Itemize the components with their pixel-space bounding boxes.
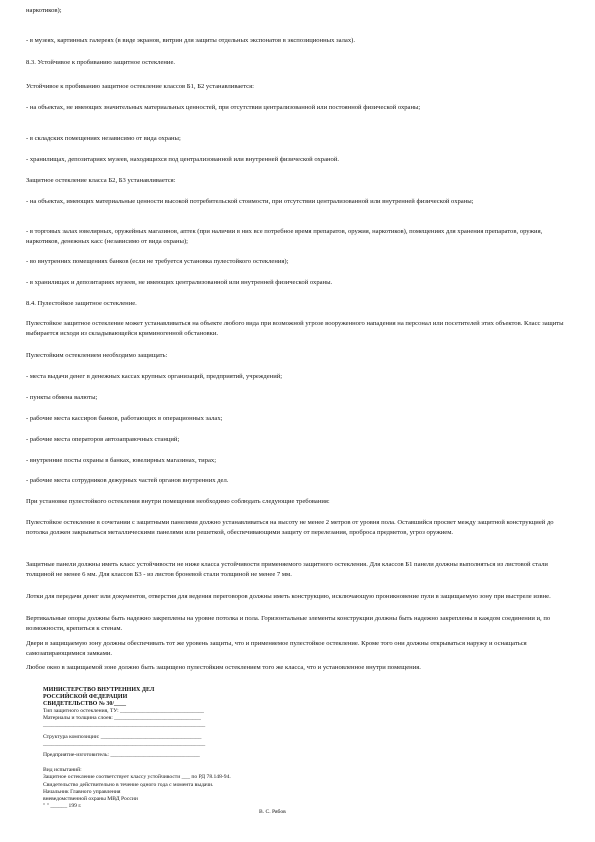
paragraph: - рабочие места сотрудников дежурных частей органов внутренних дел. (26, 477, 229, 484)
certificate-number: СВИДЕТЕЛЬСТВО № 30/____ (43, 701, 127, 707)
paragraph: Защитное остекление класса Б2, Б3 устанавливается: (26, 177, 176, 184)
section-heading: 8.4. Пулестойкое защитное остекление. (26, 300, 137, 307)
paragraph: Устойчивое к пробиванию защитное остекление классов Б1, Б2 устанавливается: (26, 83, 254, 90)
paragraph: - в хранилищах и депозитариях музеев, не имеющих централизованной или внутренней физической охраны. (26, 279, 333, 286)
paragraph: - пункты обмена валюты; (26, 394, 98, 401)
paragraph: - места выдачи денег в денежных кассах крупных организаций, предприятий, учреждений; (26, 373, 283, 380)
paragraph: - в музеях, картинных галереях (в виде экранов, витрин для защиты отдельных экспонатов в экспозиционных залах). (26, 37, 355, 44)
manufacturer-field: Предприятие-изготовитель: ________________________________ (43, 752, 200, 759)
paragraph: - во внутренних помещениях банков (если не требуется установка пулестойкого остекления); (26, 258, 289, 265)
paragraph: - на объектах, не имеющих значительных материальных ценностей, при отсутствии централизованной или постоянной физической охраны; (26, 104, 421, 111)
ministry-name: РОССИЙСКОЙ ФЕДЕРАЦИИ (43, 694, 128, 700)
paragraph: - в торговых залах ювелирных, оружейных магазинов, аптек (при наличии в них все потребное время препаратов, оружия, наркотиков), помещениях для хранения препаратов, оружия, наркотиков, денежных касс (независимо от вида охраны); (26, 228, 543, 245)
ministry-name: МИНИСТЕРСТВО ВНУТРЕННИХ ДЕЛ (43, 687, 155, 693)
paragraph: Вертикальные опоры должны быть надежно закреплены на уровне потолка и пола. Горизонтальные элементы конструкции должны быть надежно закреплены в каждом соединении и, по возможности, крепиться к стенам. (26, 615, 551, 632)
paragraph: Пулестойким остеклением необходимо защищать: (26, 352, 168, 359)
signatory-title: Начальник Главного управления (43, 788, 121, 795)
date-field: " " ______ 199 г. (43, 803, 82, 810)
test-type-field: Вид испытаний: (43, 767, 82, 774)
paragraph: наркотиков); (26, 7, 62, 14)
paragraph: При установке пулестойкого остекления внутри помещения необходимо соблюдать следующие требования: (26, 498, 330, 505)
paragraph: Лотки для передачи денег или документов, отверстия для ведения переговоров должны иметь конструкцию, исключающую проникновение пули в защищаемую зону при выстреле извне. (26, 593, 551, 600)
paragraph: Двери в защищаемую зону должны обеспечивать тот же уровень защиты, что и применяемое пулестойкое остекление. Кроме того они должны открываться наружу и оснащаться самозапирающимися замками. (26, 640, 527, 657)
signatory-name: В. С. Рябов (259, 809, 286, 815)
paragraph: - в складских помещениях независимо от вида охраны; (26, 135, 181, 142)
structure-field: Структура композиции: ____________________________________ (43, 733, 202, 740)
conformity-statement: Защитное остекление соответствует классу устойчивости ___ по РД 78.148-94. (43, 774, 231, 781)
paragraph: Пулестойкое остекление в сочетании с защитными панелями должно устанавливаться на высоту не менее 2 метров от уровня пола. Оставшийся просвет между защитной конструкцией до потолка должен закрываться металлическими панелями или решеткой, обеспечивающими защиту от перелезания, проброса предметов, угроз оружием. (26, 519, 554, 536)
blank-line: __________________________________________________________ (43, 740, 206, 747)
certificate-form (43, 687, 343, 810)
section-heading: 8.3. Устойчивое к пробиванию защитное остекление. (26, 59, 176, 66)
glass-type-field: Тип защитного остекления, ТУ: ______________________________ (43, 708, 204, 714)
paragraph: - рабочие места кассиров банков, работающих в операционных залах; (26, 415, 223, 422)
paragraph: - хранилищах, депозитариях музеев, находящихся под централизованной или внутренней физической охраной. (26, 156, 340, 163)
paragraph: Пулестойкое защитное остекление может устанавливаться на объекте любого вида при возможной угрозе вооруженного нападения на персонал или посетителей этих объектов. Класс защиты выбирается исходя из складывающейся криминогенной обстановки. (26, 320, 564, 337)
blank-line: __________________________________________________________ (43, 722, 206, 729)
paragraph: - рабочие места операторов автозаправочных станций; (26, 436, 180, 443)
signatory-title: вневедомственной охраны МВД России (43, 796, 138, 803)
materials-field: Материалы и толщина слоев: _______________________________ (43, 715, 201, 722)
paragraph: - внутренние посты охраны в банках, ювелирных магазинах, тирах; (26, 457, 217, 464)
paragraph: Любое окно в защищаемой зоне должно быть защищено пулестойким остеклением того же класса, что и установленное внутри помещения. (26, 664, 421, 671)
validity-statement: Свидетельство действительно в течение одного года с момента выдачи. (43, 781, 214, 788)
paragraph: Защитные панели должны иметь класс устойчивости не ниже класса устойчивости применяемого защитного остекления. Для классов Б1 панели должны выполняться из листовой стали толщиной не менее 6 мм. Для классов Б3 - из листов броневой стали толщиной не менее 7 мм. (26, 561, 548, 578)
paragraph: - на объектах, имеющих материальные ценности высокой потребительской стоимости, при отсутствии централизованной или внутренней физической охраны; (26, 198, 474, 205)
